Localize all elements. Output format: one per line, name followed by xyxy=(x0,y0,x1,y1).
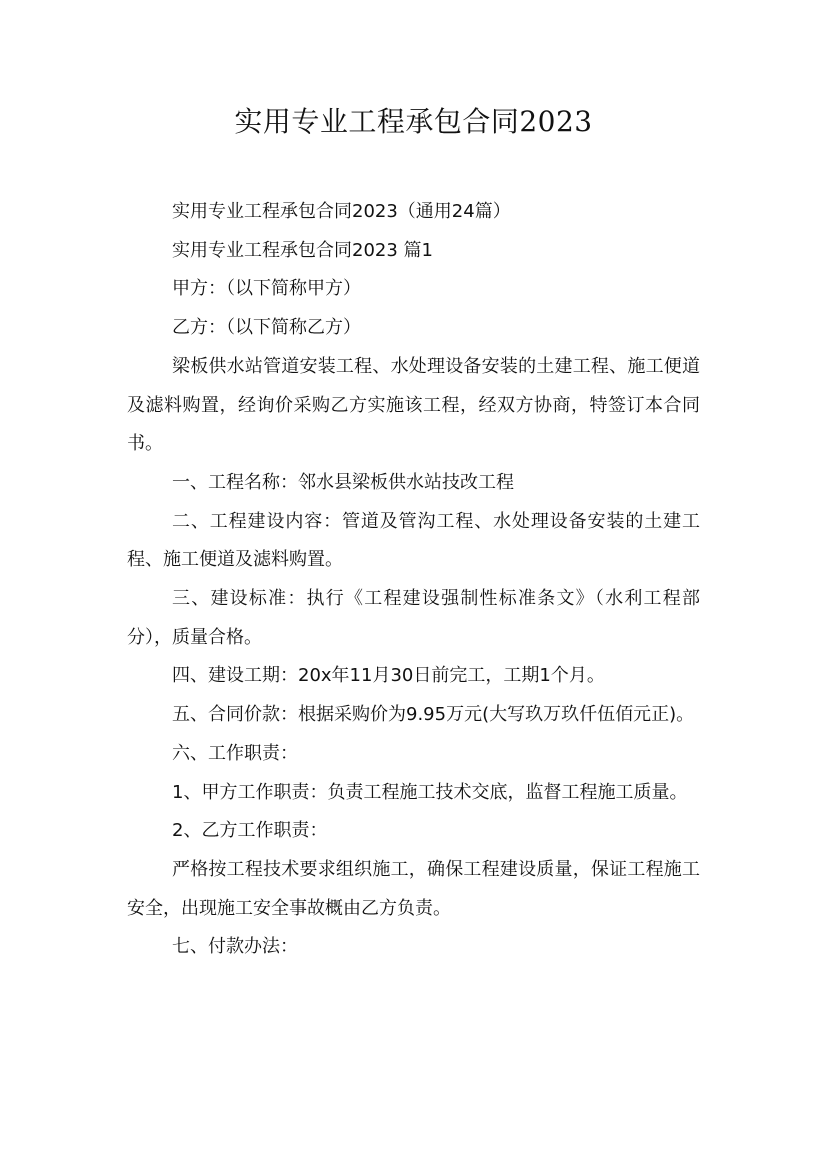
paragraph-construction-standard: 三、建设标准：执行《工程建设强制性标准条文》（水利工程部分），质量合格。 xyxy=(127,588,700,648)
paragraph-project-name: 一、工程名称：邻水县梁板供水站技改工程 xyxy=(172,471,514,493)
paragraph-duties-heading: 六、工作职责： xyxy=(172,742,298,764)
paragraph-party-a: 甲方：（以下简称甲方） xyxy=(172,278,361,300)
paragraph-section-heading: 实用专业工程承包合同2023 篇1 xyxy=(172,239,433,261)
paragraph-construction-content: 二、工程建设内容：管道及管沟工程、水处理设备安装的土建工程、施工便道及滤料购置。 xyxy=(127,510,700,571)
document-body xyxy=(127,193,700,967)
paragraph-party-b: 乙方：（以下简称乙方） xyxy=(172,317,361,339)
paragraph-payment-heading: 七、付款办法： xyxy=(172,936,298,958)
paragraph-party-b-duties: 严格按工程技术要求组织施工，确保工程建设质量，保证工程施工安全，出现施工安全事故概由乙方负责。 xyxy=(127,858,700,919)
paragraph-party-b-duties-heading: 2、乙方工作职责： xyxy=(172,820,328,842)
document-title: 实用专业工程承包合同2023 xyxy=(234,105,593,138)
paragraph-doc-subtitle: 实用专业工程承包合同2023（通用24篇） xyxy=(172,201,511,222)
paragraph-preamble: 梁板供水站管道安装工程、水处理设备安装的土建工程、施工便道及滤料购置，经询价采购乙方实施该工程，经双方协商，特签订本合同书。 xyxy=(127,355,700,455)
paragraph-party-a-duties: 1、甲方工作职责：负责工程施工技术交底，监督工程施工质量。 xyxy=(172,781,688,803)
paragraph-contract-price: 五、合同价款：根据采购价为9.95万元(大写玖万玖仟伍佰元正)。 xyxy=(172,704,695,726)
paragraph-construction-period: 四、建设工期：20x年11月30日前完工，工期1个月。 xyxy=(172,665,605,687)
